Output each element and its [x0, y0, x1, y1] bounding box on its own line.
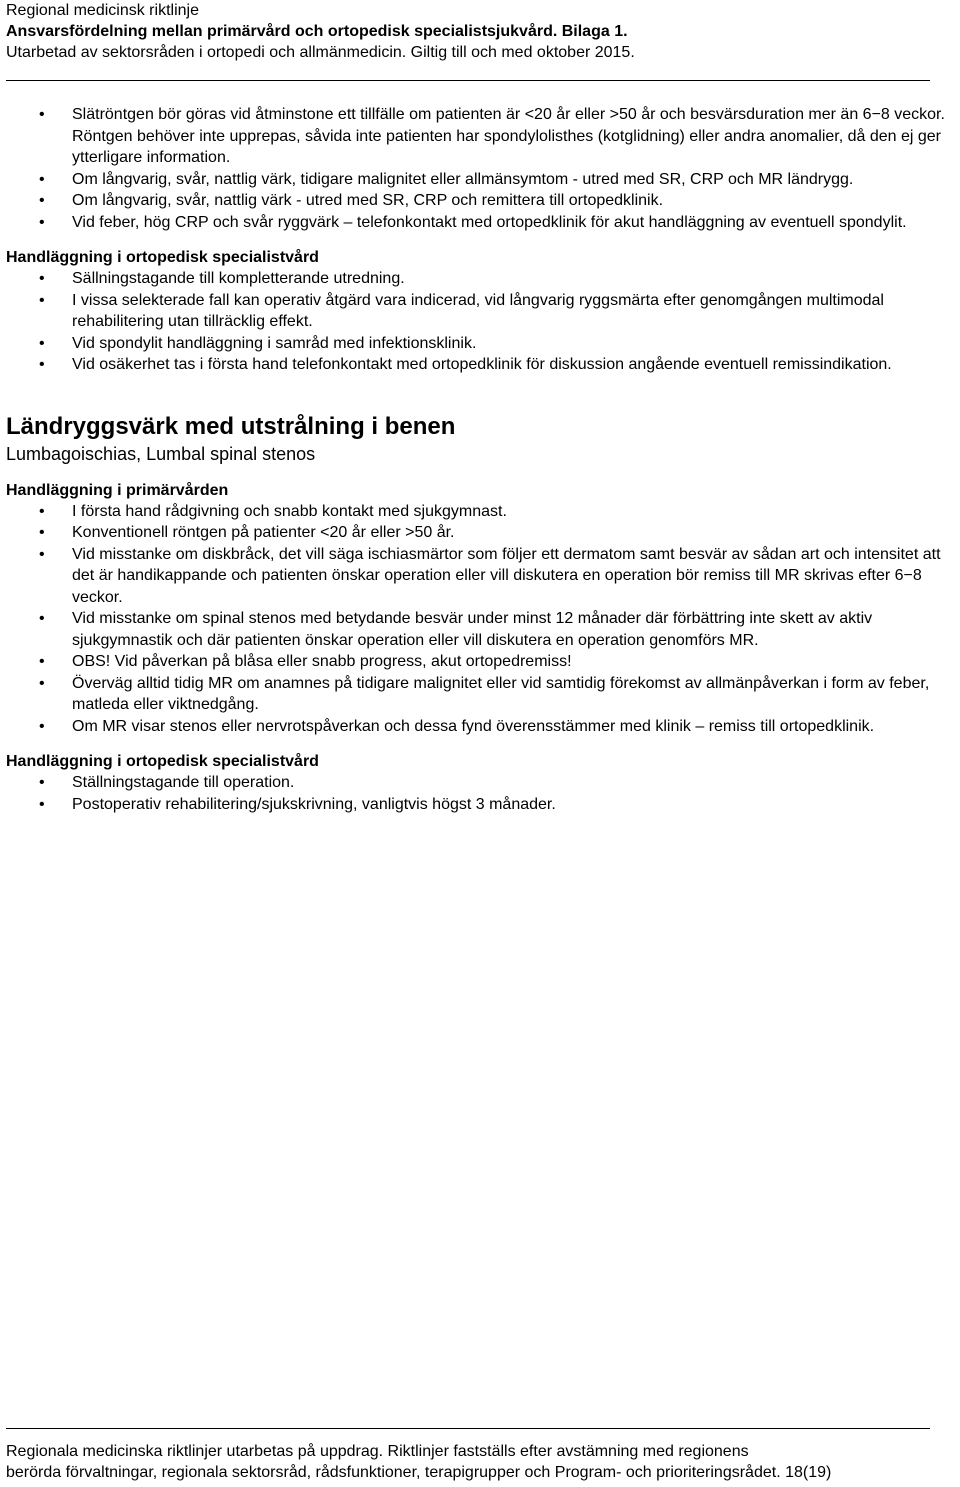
section-heading: Handläggning i ortopedisk specialistvård: [6, 249, 319, 266]
bullet-icon: •: [39, 717, 45, 735]
list-item: • Konventionell röntgen på patienter <20 år eller >50 år.: [6, 522, 946, 544]
bullet-icon: •: [39, 291, 45, 309]
footer-line-1: Regionala medicinska riktlinjer utarbetas på uppdrag. Riktlinjer fastställs efter avstämning med regionens: [6, 1443, 749, 1460]
bullet-icon: •: [39, 774, 45, 791]
list-item: • Överväg alltid tidig MR om anamnes på tidigare malignitet eller vid samtidig förekomst av allmänpåverkan i form av feber, matleda eller viktnedgång.: [39, 674, 930, 713]
header-divider: [6, 80, 930, 81]
bullet-list-4: [6, 772, 946, 815]
bullet-icon: •: [39, 170, 45, 188]
list-item: • I vissa selekterade fall kan operativ åtgärd vara indicerad, vid långvarig ryggsmärta efter genomgången multimodal rehabilitering utan tillräcklig effekt.: [39, 291, 884, 330]
list-item: • Sällningstagande till kompletterande utredning.: [6, 268, 946, 290]
list-item: • I första hand rådgivning och snabb kontakt med sjukgymnast.: [6, 501, 946, 523]
bullet-icon: •: [39, 192, 45, 209]
bullet-list-2: [6, 268, 946, 376]
list-item: • Om långvarig, svår, nattlig värk, tidigare malignitet eller allmänsymtom - utred med SR, CRP och MR ländrygg.: [6, 169, 946, 191]
bullet-icon: •: [39, 270, 45, 287]
list-item: • Slätröntgen bör göras vid åtminstone ett tillfälle om patienten är <20 år eller >50 år och besvärsduration mer än 6−8 veckor. Röntgen behöver inte upprepas, såvida inte patienten har spondylolisthes (kotglidning) eller andra anomalier, då den ej ger ytterligare information.: [39, 106, 945, 166]
bullet-icon: •: [39, 545, 45, 563]
bullet-icon: •: [39, 674, 45, 692]
list-item: • Vid feber, hög CRP och svår ryggvärk – telefonkontakt med ortopedklinik för akut handläggning av eventuell spondylit.: [6, 212, 946, 234]
footer-divider: [6, 1428, 930, 1429]
chapter-title: Ländryggsvärk med utstrålning i benen: [6, 412, 456, 440]
list-item: • Vid misstanke om spinal stenos med betydande besvär under minst 12 månader där förbättring inte skett av aktiv sjukgymnastik och där patienten önskar operation eller vill diskutera en operation genomförs MR.: [39, 610, 873, 649]
page-header: [6, 0, 946, 63]
list-item: • Vid misstanke om diskbråck, det vill säga ischiasmärtor som följer ett dermatom samt besvär av sådan art och intensitet att det är handikappande och patienten önskar operation eller vill diskutera en operation bör remiss till MR skrivas efter 6−8 veckor.: [39, 545, 941, 606]
footer-line-2: berörda förvaltningar, regionala sektorsråd, rådsfunktioner, terapigrupper och Program- och prioriteringsrådet. 18(19): [6, 1464, 832, 1481]
bullet-list-3: [6, 501, 946, 738]
header-line-1: Regional medicinsk riktlinje: [6, 2, 199, 19]
bullet-icon: •: [39, 334, 45, 352]
list-item: • Vid spondylit handläggning i samråd med infektionsklinik.: [6, 333, 946, 355]
header-line-2: Ansvarsfördelning mellan primärvård och ortopedisk specialistsjukvård. Bilaga 1.: [6, 23, 628, 40]
bullet-icon: •: [39, 502, 45, 520]
page-footer: [6, 1441, 960, 1483]
list-item: • OBS! Vid påverkan på blåsa eller snabb progress, akut ortopedremiss!: [6, 651, 946, 673]
bullet-icon: •: [39, 610, 45, 627]
bullet-icon: •: [39, 653, 45, 670]
bullet-icon: •: [39, 106, 45, 123]
list-item: • Ställningstagande till operation.: [6, 772, 946, 794]
section-heading: Handläggning i primärvården: [6, 481, 229, 499]
document-body: [6, 104, 946, 815]
header-line-3: Utarbetad av sektorsråden i ortopedi och allmänmedicin. Giltig till och med oktober 2015.: [6, 44, 635, 61]
list-item: • Om MR visar stenos eller nervrotspåverkan och dessa fynd överensstämmer med klinik – remiss till ortopedklinik.: [6, 716, 946, 738]
chapter-subtitle: Lumbagoischias, Lumbal spinal stenos: [6, 443, 316, 464]
bullet-icon: •: [39, 356, 45, 373]
list-item: • Om långvarig, svår, nattlig värk - utred med SR, CRP och remittera till ortopedklinik.: [6, 190, 946, 212]
bullet-list-1: [6, 104, 946, 233]
bullet-icon: •: [39, 524, 45, 541]
bullet-icon: •: [39, 213, 45, 231]
page-number: 18(19): [785, 1464, 832, 1481]
bullet-icon: •: [39, 795, 45, 813]
list-item: • Postoperativ rehabilitering/sjukskrivning, vanligtvis högst 3 månader.: [6, 794, 946, 816]
list-item: • Vid osäkerhet tas i första hand telefonkontakt med ortopedklinik för diskussion angående eventuell remissindikation.: [6, 354, 946, 376]
section-heading: Handläggning i ortopedisk specialistvård: [6, 753, 319, 770]
